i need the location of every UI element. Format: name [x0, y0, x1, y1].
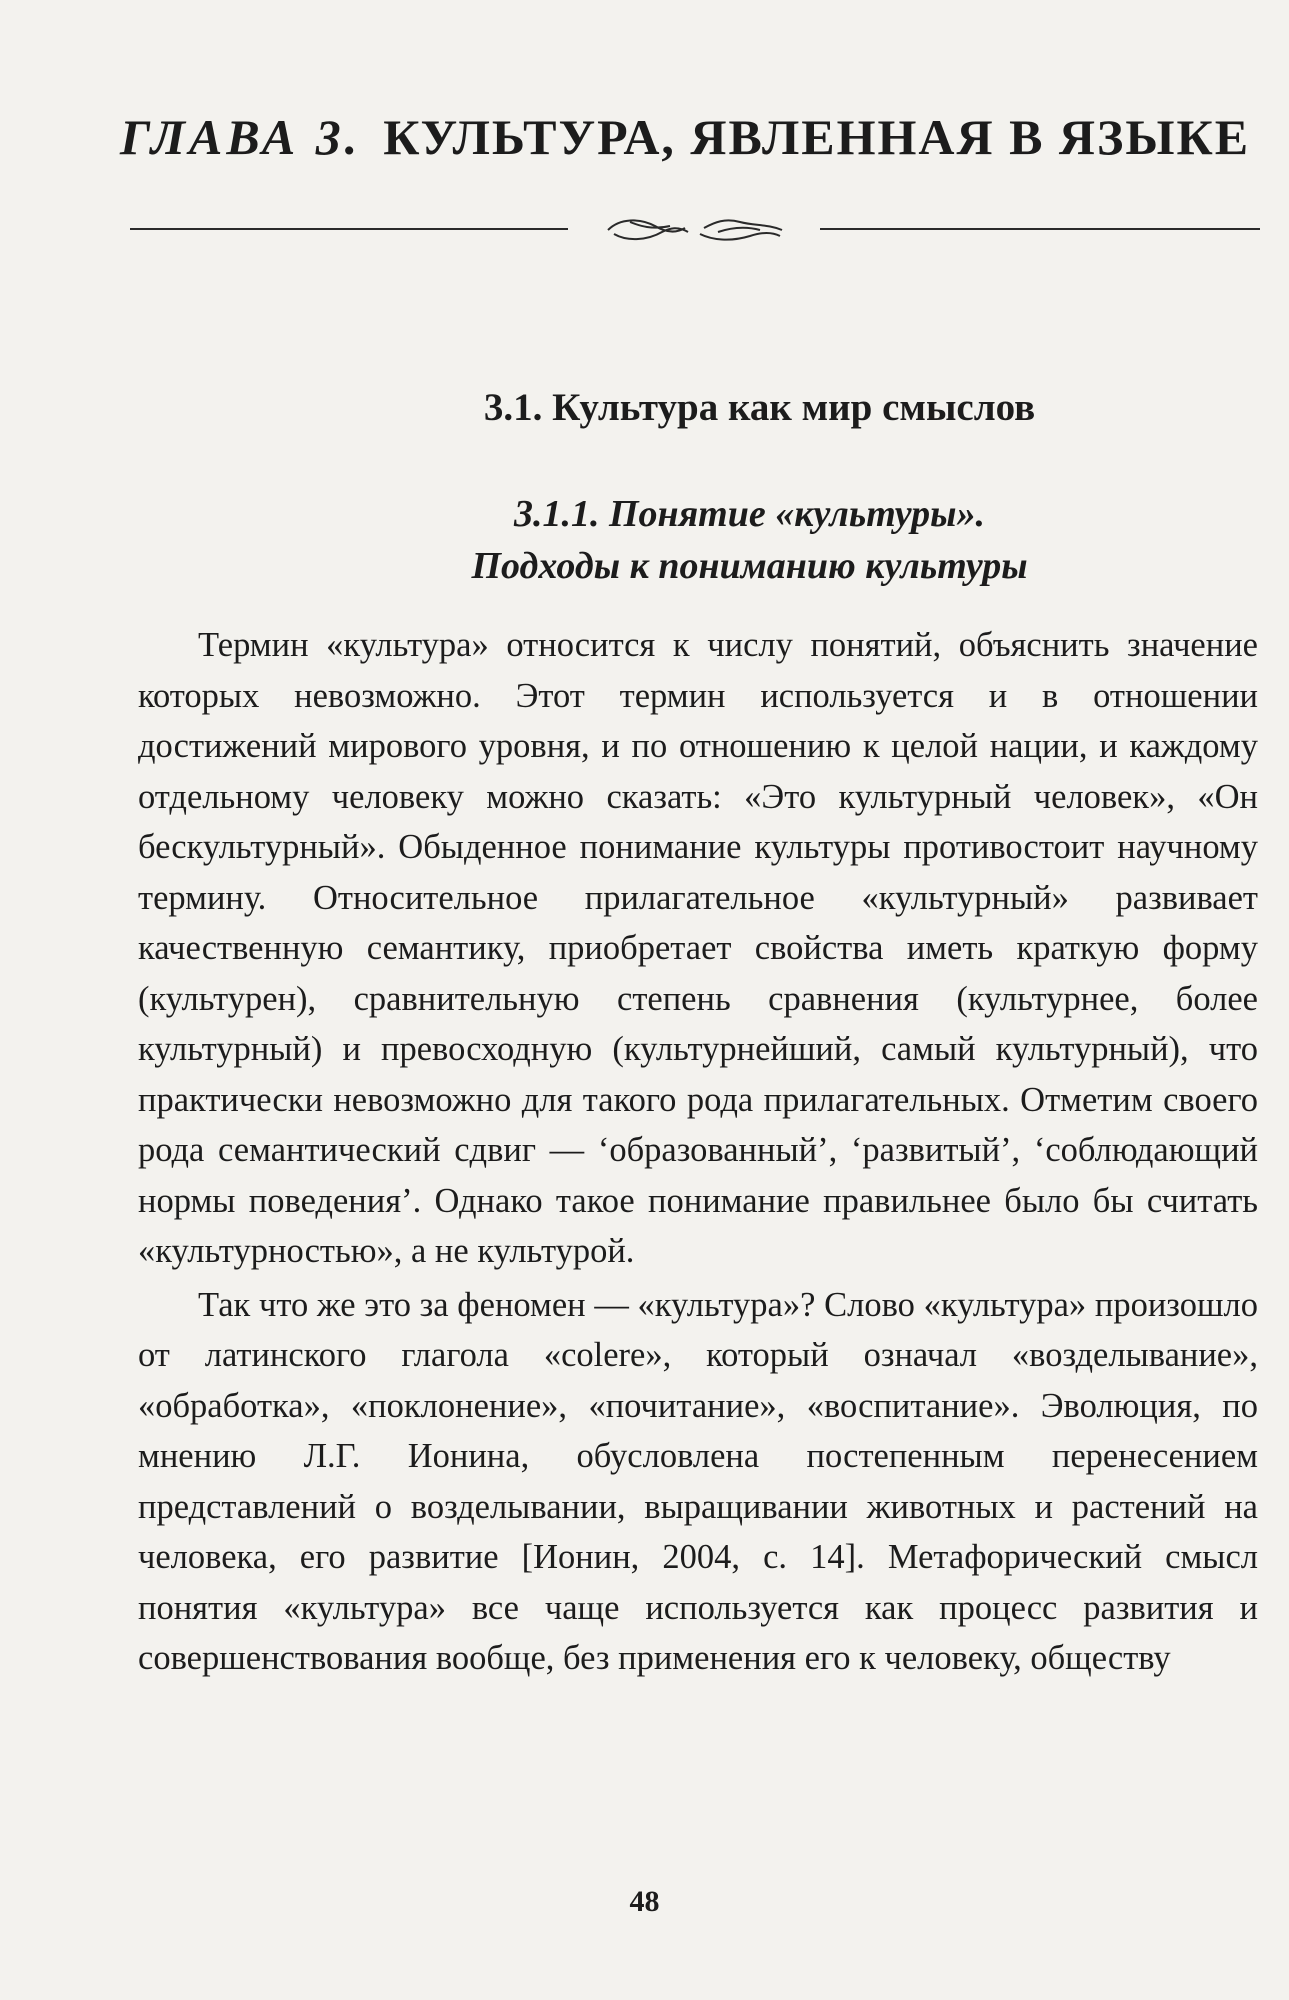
subsection-heading	[250, 488, 1249, 592]
page-number: 48	[629, 1885, 660, 1918]
subsection-heading-line-2: Подходы к пониманию культуры	[471, 545, 1028, 587]
chapter-heading	[120, 108, 1249, 166]
section-heading: 3.1. Культура как мир смыслов	[483, 386, 1036, 429]
paragraph: Термин «культура» относится к числу понятий, объяснить значение которых невозможно. Этот термин используется и в отношении достижений мирового уровня, и по отношению к целой нации, и каждому отдельному человеку можно сказать: «Это культурный человек», «Он бескультурный». Обыденное понимание культуры противостоит научному термину. Относительное прилагательное «культурный» развивает качественную семантику, приобретает свойства иметь краткую форму (культурен), сравнительную степень сравнения (культурнее, более культурный) и превосходную (культурнейший, самый культурный), что практически невозможно для такого рода прилагательных. Отметим своего рода семантический сдвиг — ‘образованный’, ‘развитый’, ‘соблюдающий нормы поведения’. Однако такое понимание правильнее было бы считать «культурностью», а не культурой.	[138, 626, 1258, 1270]
body-text	[138, 620, 1258, 1684]
paragraph: Так что же это за феномен — «культура»? Слово «культура» произошло от латинского глагола «colere», который означал «возделывание», «обработка», «поклонение», «почитание», «воспитание». Эволюция, по мнению Л.Г. Ионина, обусловлена постепенным перенесением представлений о возделывании, выращивании животных и растений на человека, его развитие [Ионин, 2004, с. 14]. Метафорический смысл понятия «культура» все чаще используется как процесс развития и совершенствования вообще, без применения его к человеку, обществу	[138, 1285, 1258, 1677]
chapter-ornament-divider	[130, 210, 1260, 250]
divider-rule-right	[820, 228, 1260, 230]
flourish-ornament-icon	[600, 210, 790, 250]
chapter-label: ГЛАВА 3.	[120, 109, 362, 165]
divider-rule-left	[130, 228, 568, 230]
subsection-heading-line-1: 3.1.1. Понятие «культуры».	[513, 493, 986, 535]
chapter-title: КУЛЬТУРА, ЯВЛЕННАЯ В ЯЗЫКЕ	[383, 109, 1251, 165]
